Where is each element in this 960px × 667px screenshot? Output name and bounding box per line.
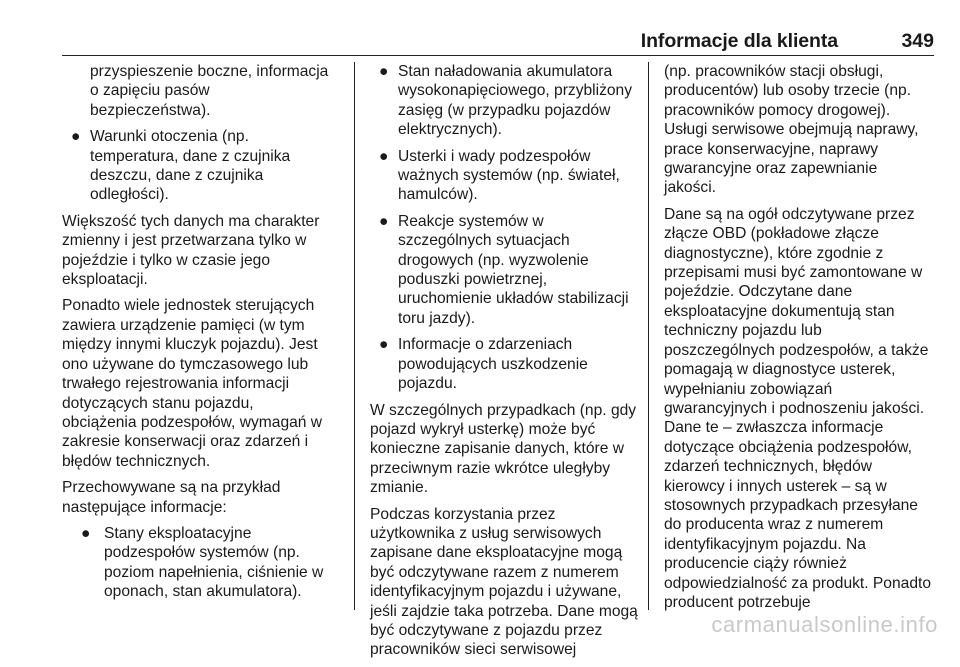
bullet-text: Stan naładowania akumulatora wysokonapięciowego, przybliżony zasięg (w przypadku pojazdów elektrycznych).	[398, 63, 633, 139]
column-divider-2	[648, 62, 649, 610]
bullet-item	[62, 127, 330, 205]
bullet-text: Usterki i wady podzespołów ważnych systemów (np. świateł, hamulców).	[398, 147, 620, 204]
bullet-icon: ●	[81, 524, 91, 542]
text-column-1	[62, 62, 330, 609]
paragraph: Większość tych danych ma charakter zmienny i jest przetwarzana tylko w pojeździe i tylko w czasie jego eksploatacji.	[62, 212, 320, 289]
bullet-text: Warunki otoczenia (np. temperatura, dane z czujnika deszczu, dane z czujnika odległości).	[90, 128, 291, 204]
bullet-icon: ●	[379, 336, 389, 354]
text-column-3	[664, 62, 932, 619]
bullet-item	[370, 147, 638, 205]
paragraph: (np. pracowników stacji obsługi, producentów) lub osoby trzecie (np. pracowników pomocy drogowej). Usługi serwisowe obejmują naprawy, prace konserwacyjne, naprawy gwarancyjne oraz zapewnianie jakości.	[664, 63, 919, 197]
paragraph: W szczególnych przypadkach (np. gdy pojazd wykrył usterkę) może być konieczne zapisanie danych, które w przeciwnym razie wkrótce uległyby zmianie.	[370, 401, 637, 497]
text-column-2	[370, 62, 638, 667]
paragraph: Ponadto wiele jednostek sterujących zawiera urządzenie pamięci (w tym między innymi kluczyk pojazdu). Jest ono używane do tymczasowego lub trwałego rejestrowania informacji dotyczących stanu pojazdu, obciążenia podzespołów, wymagań w zakresie konserwacji oraz zdarzeń i błędów technicznych.	[62, 297, 323, 470]
page-header	[62, 0, 934, 56]
column-divider-1	[354, 62, 355, 610]
continued-bullet-text: przyspieszenie boczne, informacja o zapięciu pasów bezpieczeństwa).	[90, 63, 329, 119]
bullet-item	[370, 62, 638, 140]
bullet-icon: ●	[71, 128, 81, 146]
watermark: carmanualsonline.info	[711, 612, 938, 637]
bullet-item	[370, 212, 638, 328]
bullet-text: Informacje o zdarzeniach powodujących uszkodzenie pojazdu.	[398, 336, 588, 393]
bullet-icon: ●	[379, 212, 389, 230]
paragraph: Podczas korzystania przez użytkownika z usług serwisowych zapisane dane eksploatacyjne mogą być odczytywane razem z numerem identyfikacyjnym pojazdu i używane, jeśli zajdzie taka potrzeba. Dane mogą być odczytywane z pojazdu przez pracowników sieci serwisowej	[370, 505, 638, 659]
page-number: 349	[901, 30, 934, 52]
bullet-icon: ●	[379, 63, 389, 80]
paragraph: Dane są na ogół odczytywane przez złącze OBD (pokładowe złącze diagnostyczne), które zgodnie z przepisami musi być zamontowane w pojeździe. Odczytane dane eksploatacyjne dokumentują stan techniczny pojazdu lub poszczególnych podzespołów, a także pomagają w diagnostyce usterek, wypełnianiu zobowiązań gwarancyjnych i podnoszeniu jakości. Dane te – zwłaszcza informacje dotyczące obciążenia podzespołów, zdarzeń technicznych, błędów kierowcy i innych usterek – są w stosownych przypadkach przesyłane do producenta wraz z numerem identyfikacyjnym pojazdu. Na producencie ciąży również odpowiedzialność za produkt. Ponadto producent potrzebuje	[664, 205, 932, 611]
paragraph: Przechowywane są na przykład następujące informacje:	[62, 479, 281, 516]
bullet-text: Reakcje systemów w szczególnych sytuacjach drogowych (np. wyzwolenie poduszki powietrznej, uruchomienie układów stabilizacji toru jazdy).	[398, 212, 629, 327]
sub-bullet-item	[62, 524, 330, 602]
bullet-text: Stany eksploatacyjne podzespołów systemów (np. poziom napełnienia, ciśnienie w oponach, stan akumulatora).	[104, 524, 324, 601]
page-title: Informacje dla klienta	[640, 30, 838, 52]
bullet-icon: ●	[379, 147, 389, 165]
bullet-item	[370, 335, 638, 393]
